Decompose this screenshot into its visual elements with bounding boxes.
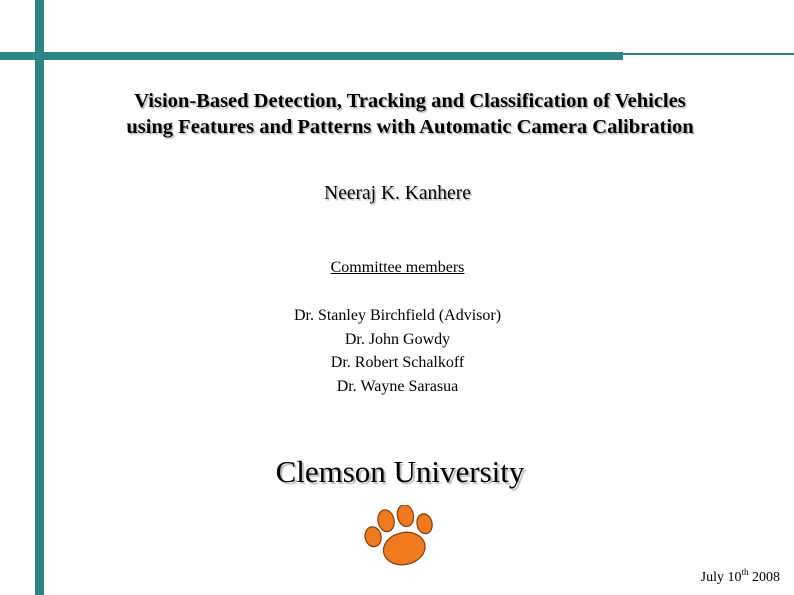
title-line-2: using Features and Patterns with Automatic Camera Calibration	[126, 116, 694, 138]
horizontal-accent-bar	[0, 52, 623, 60]
committee-heading: Committee members	[330, 259, 465, 276]
committee-member: Dr. John Gowdy	[344, 330, 451, 348]
author-name: Neeraj K. Kanhere	[324, 183, 471, 204]
title-line-1: Vision-Based Detection, Tracking and Classification of Vehicles	[134, 90, 686, 112]
institution-name: Clemson University	[275, 454, 525, 489]
date-prefix: July 10	[700, 570, 742, 585]
date-year: 2008	[748, 570, 780, 585]
committee-members-list	[40, 304, 755, 398]
committee-member: Dr. Robert Schalkoff	[330, 354, 465, 371]
presentation-date	[701, 567, 780, 586]
horizontal-accent-line	[623, 53, 794, 55]
tiger-paw-icon	[360, 505, 442, 571]
committee-member: Dr. Stanley Birchfield (Advisor)	[293, 307, 502, 324]
slide-title	[40, 88, 780, 140]
committee-member: Dr. Wayne Sarasua	[336, 377, 459, 395]
date-suffix: th	[741, 567, 749, 577]
